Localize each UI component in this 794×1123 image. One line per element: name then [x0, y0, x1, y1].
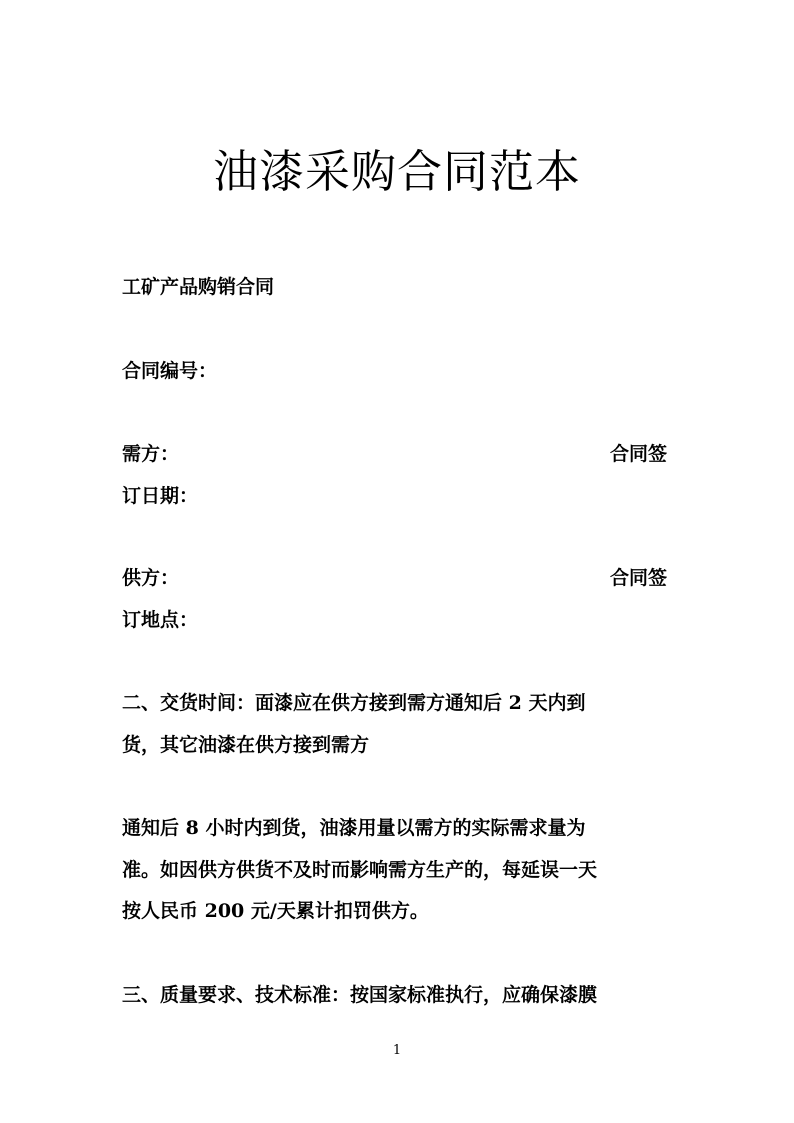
sign-date-label-part1: 合同签: [610, 443, 668, 465]
clause-2-line-5: 按人民币 200 元/天累计扣罚供方。: [122, 900, 429, 922]
sign-place-label-part1: 合同签: [610, 567, 668, 589]
page-number: 1: [392, 1043, 402, 1058]
clause-2-line-4: 准。如因供方供货不及时而影响需方生产的，每延误一天: [122, 859, 598, 881]
buyer-label: 需方：: [122, 443, 180, 465]
clause-3-line-1: 三、质量要求、技术标准：按国家标准执行，应确保漆膜: [122, 984, 598, 1006]
contract-number-label: 合同编号：: [122, 360, 218, 382]
clause-2-line-2: 货，其它油漆在供方接到需方: [122, 734, 370, 756]
contract-type-heading: 工矿产品购销合同: [122, 276, 275, 298]
sign-date-label-part2: 订日期：: [122, 485, 199, 507]
clause-2-line-1: 二、交货时间：面漆应在供方接到需方通知后 2 天内到: [122, 692, 586, 714]
sign-place-label-part2: 订地点：: [122, 609, 199, 631]
seller-label: 供方：: [122, 567, 180, 589]
document-title: 油漆采购合同范本: [212, 145, 581, 198]
clause-2-line-3: 通知后 8 小时内到货，油漆用量以需方的实际需求量为: [122, 817, 586, 839]
